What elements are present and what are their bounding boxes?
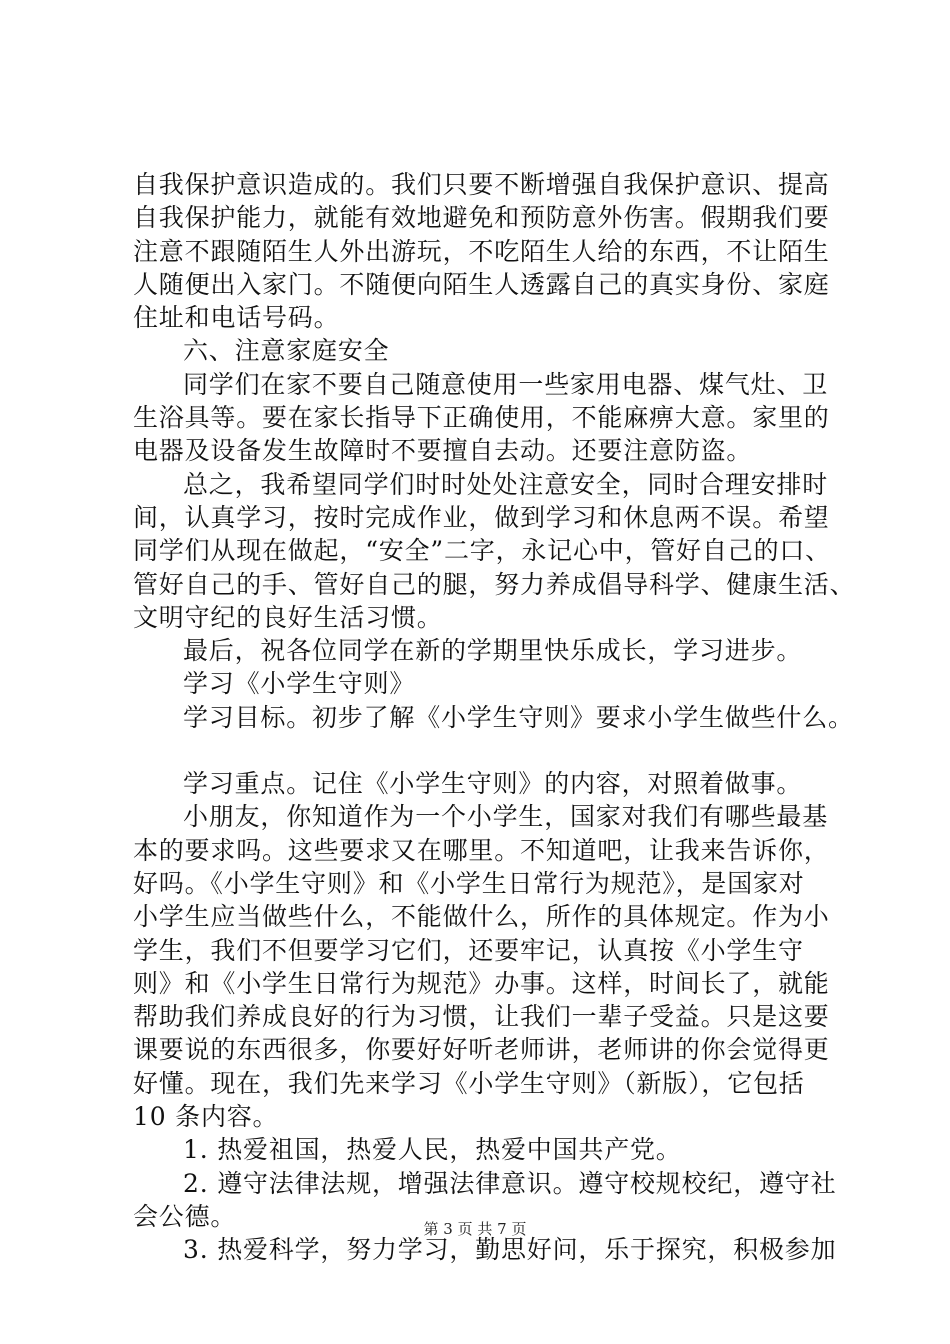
document-body xyxy=(133,168,856,1267)
text-line: 学生，我们不但要学习它们，还要牢记，认真按《小学生守 xyxy=(133,935,804,965)
text-line: 总之，我希望同学们时时处处注意安全，同时合理安排时 xyxy=(183,469,829,499)
text-line: 最后，祝各位同学在新的学期里快乐成长，学习进步。 xyxy=(183,636,803,666)
list-item: 1. 热爱祖国，热爱人民，热爱中国共产党。 xyxy=(183,1135,682,1165)
text-line: 则》和《小学生日常行为规范》办事。这样，时间长了，就能 xyxy=(133,968,830,998)
text-line: 会公德。 xyxy=(133,1201,237,1231)
text-line: 电器及设备发生故障时不要擅自去动。还要注意防盗。 xyxy=(133,436,753,466)
text-line: 帮助我们养成良好的行为习惯，让我们一辈子受益。只是这要 xyxy=(133,1002,830,1032)
text-line: 住址和电话号码。 xyxy=(133,303,340,333)
blank-line xyxy=(133,734,833,767)
list-item: 3. 热爱科学，努力学习，勤思好问，乐于探究，积极参加 xyxy=(183,1235,837,1265)
text-line: 管好自己的手、管好自己的腿，努力养成倡导科学、健康生活、 xyxy=(133,569,856,599)
text-line: 好懂。现在，我们先来学习《小学生守则》（新版），它包括 xyxy=(133,1068,805,1098)
text-line: 自我保护能力，就能有效地避免和预防意外伤害。假期我们要 xyxy=(133,203,830,233)
text-line: 10 条内容。 xyxy=(133,1102,279,1132)
text-line: 同学们在家不要自己随意使用一些家用电器、煤气灶、卫 xyxy=(183,369,829,399)
text-line: 间，认真学习，按时完成作业，做到学习和休息两不误。希望 xyxy=(133,502,830,532)
text-line: 学习重点。记住《小学生守则》的内容，对照着做事。 xyxy=(183,769,803,799)
page-number-footer: 第 3 页 共 7 页 xyxy=(423,1220,527,1238)
text-line: 生浴具等。要在家长指导下正确使用，不能麻痹大意。家里的 xyxy=(133,403,830,433)
section-heading: 六、注意家庭安全 xyxy=(183,336,390,366)
text-line: 好吗。《小学生守则》和《小学生日常行为规范》，是国家对 xyxy=(133,868,805,898)
text-line: 同学们从现在做起，“安全”二字，永记心中，管好自己的口、 xyxy=(133,536,831,566)
text-line: 注意不跟随陌生人外出游玩，不吃陌生人给的东西，不让陌生 xyxy=(133,236,830,266)
text-line: 本的要求吗。这些要求又在哪里。不知道吧，让我来告诉你， xyxy=(133,835,830,865)
list-item: 2. 遵守法律法规，增强法律意识。遵守校规校纪，遵守社 xyxy=(183,1168,837,1198)
text-line: 课要说的东西很多，你要好好听老师讲，老师讲的你会觉得更 xyxy=(133,1035,830,1065)
text-line: 学习目标。初步了解《小学生守则》要求小学生做些什么。 xyxy=(183,702,854,732)
text-line: 人随便出入家门。不随便向陌生人透露自己的真实身份、家庭 xyxy=(133,269,830,299)
text-line: 小学生应当做些什么，不能做什么，所作的具体规定。作为小 xyxy=(133,902,830,932)
text-line: 文明守纪的良好生活习惯。 xyxy=(133,602,443,632)
text-line: 小朋友，你知道作为一个小学生，国家对我们有哪些最基 xyxy=(183,802,829,832)
text-line: 自我保护意识造成的。我们只要不断增强自我保护意识、提高 xyxy=(133,170,830,199)
section-heading: 学习《小学生守则》 xyxy=(183,669,416,699)
